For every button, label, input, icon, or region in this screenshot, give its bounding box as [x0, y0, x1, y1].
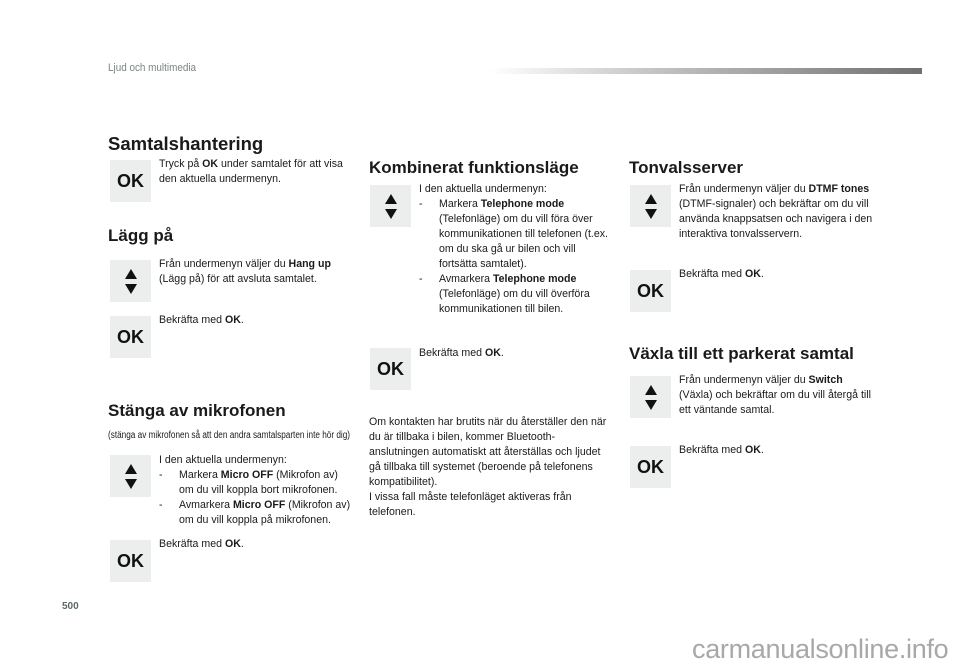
heading-dtmf: Tonvalsserver: [629, 158, 744, 177]
ok-button-icon: OK: [630, 270, 671, 312]
ok-button-icon: OK: [110, 540, 151, 582]
ok-button-icon: OK: [110, 316, 151, 358]
heading-mute: Stänga av mikrofonen: [108, 401, 286, 420]
up-down-arrows-icon: [110, 260, 151, 302]
confirm-text: Bekräfta med OK.: [679, 444, 764, 456]
heading-switch-call: Växla till ett parkerat samtal: [629, 344, 854, 363]
switch-text: Från undermenyn väljer du Switch (Växla) och bekräftar om du vill återgå till ett väntande samtal.: [679, 374, 871, 416]
dtmf-text: Från undermenyn väljer du DTMF tones (DTMF-signaler) och bekräftar om du vill använda knappsatsen och navigera i den interaktiva tonvalsservern.: [679, 183, 873, 240]
mute-text: I den aktuella undermenyn: - Markera Micro OFF (Mikrofon av) om du vill koppla bort mikrofonen. - Avmarkera Micro OFF (Mikrofon av) om du vill koppla på mikrofonen.: [159, 454, 351, 526]
up-down-arrows-icon: [630, 185, 671, 227]
page-number: 500: [62, 601, 79, 612]
up-down-arrows-icon: [370, 185, 411, 227]
confirm-text: Bekräfta med OK.: [159, 538, 244, 550]
up-down-arrows-icon: [110, 455, 151, 497]
hangup-text: Från undermenyn väljer du Hang up (Lägg på) för att avsluta samtalet.: [159, 258, 331, 285]
confirm-text: Bekräfta med OK.: [679, 268, 764, 280]
combined-note: Om kontakten har brutits när du återställer den när du är tillbaka i bilen, kommer Bluetooth-anslutningen automatiskt att återställas och ljudet gå tillbaka till systemet (beroende på telefonens kompatibilitet). I vissa fall måste telefonläget aktiveras från telefonen.: [369, 416, 607, 518]
samtal-text: Tryck på OK under samtalet för att visa den aktuella undermenyn.: [159, 158, 343, 185]
heading-combined-mode: Kombinerat funktionsläge: [369, 158, 579, 177]
ok-button-icon: OK: [370, 348, 411, 390]
watermark: carmanualsonline.info: [692, 634, 949, 664]
heading-hang-up: Lägg på: [108, 226, 174, 245]
section-label: Ljud och multimedia: [108, 62, 197, 74]
ok-button-icon: OK: [630, 446, 671, 488]
heading-samtalshantering: Samtalshantering: [108, 133, 264, 154]
up-down-arrows-icon: [630, 376, 671, 418]
mute-subtitle: (stänga av mikrofonen så att den andra samtalsparten inte hör dig): [108, 430, 351, 441]
header-divider: [490, 68, 922, 74]
ok-label: OK: [117, 170, 144, 191]
combined-text: I den aktuella undermenyn: - Markera Telephone mode (Telefonläge) om du vill föra över kommunikationen till telefonen (t.ex. om du ska gå ur bilen och vill fortsätta samtalet). - Avmarkera Telephone mode (Telefonläge) om du vill överföra kommunikationen till bilen.: [419, 183, 608, 315]
confirm-text: Bekräfta med OK.: [419, 347, 504, 359]
ok-button-icon: [110, 160, 151, 202]
confirm-text: Bekräfta med OK.: [159, 314, 244, 326]
